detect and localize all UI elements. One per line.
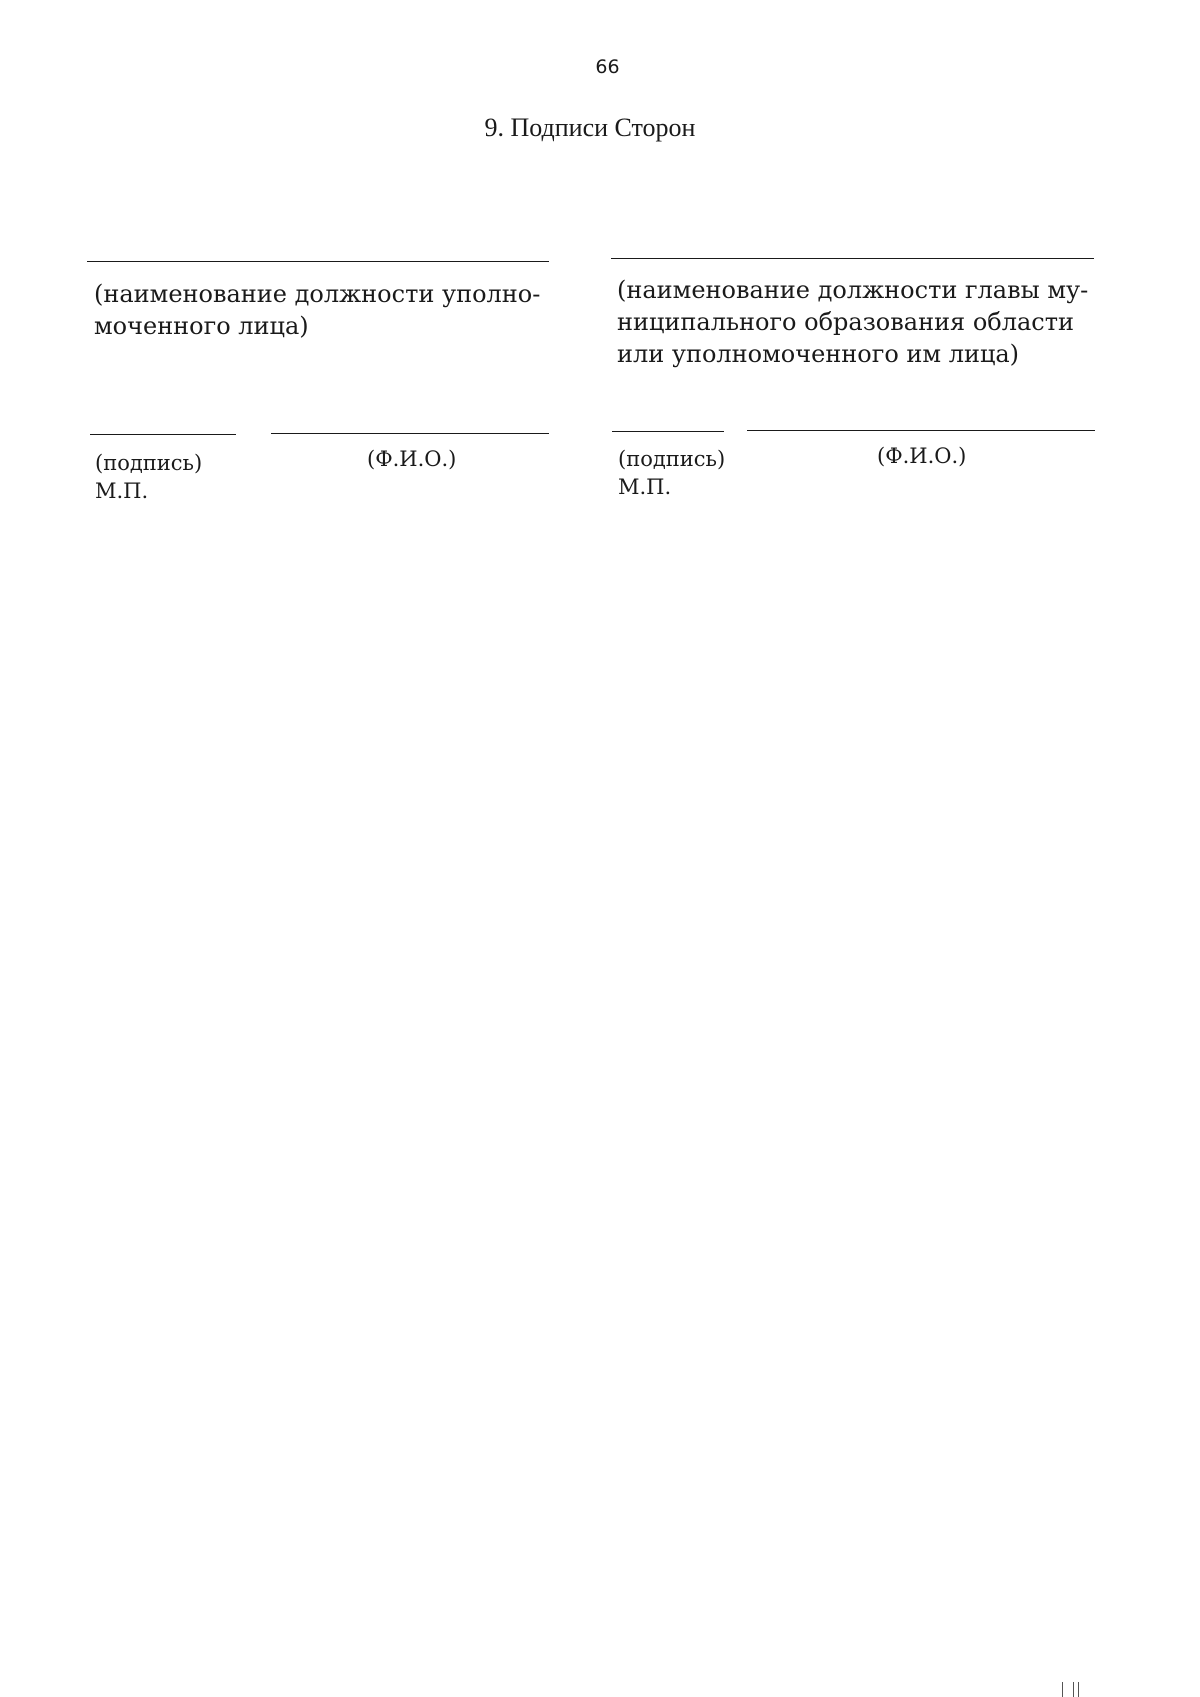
left-name-caption: (Ф.И.О.) <box>367 447 457 471</box>
right-signature-line <box>612 431 724 432</box>
right-position-caption-line1: (наименование должности главы му- <box>617 276 1089 304</box>
right-name-line <box>747 430 1095 431</box>
left-signature-caption: (подпись) <box>95 451 203 475</box>
right-signature-caption: (подпись) <box>618 447 726 471</box>
section-title: 9. Подписи Сторон <box>484 113 696 142</box>
right-position-caption-line3: или уполномоченного им лица) <box>617 340 1020 368</box>
left-seal-caption: М.П. <box>95 479 149 503</box>
right-position-line <box>611 258 1094 259</box>
right-position-caption <box>617 274 1088 370</box>
right-seal-caption: М.П. <box>618 475 672 499</box>
left-name-line <box>271 433 549 434</box>
left-signature-line <box>90 434 236 435</box>
scan-edge-mark <box>1062 1682 1084 1697</box>
left-position-caption-line1: (наименование должности уполно- <box>94 280 541 308</box>
left-position-line <box>87 261 549 262</box>
right-name-caption: (Ф.И.О.) <box>877 444 967 468</box>
page-number: 66 <box>595 56 620 78</box>
right-position-caption-line2: ниципального образования области <box>617 308 1074 336</box>
left-position-caption-line2: моченного лица) <box>94 312 309 340</box>
left-position-caption <box>94 278 540 342</box>
